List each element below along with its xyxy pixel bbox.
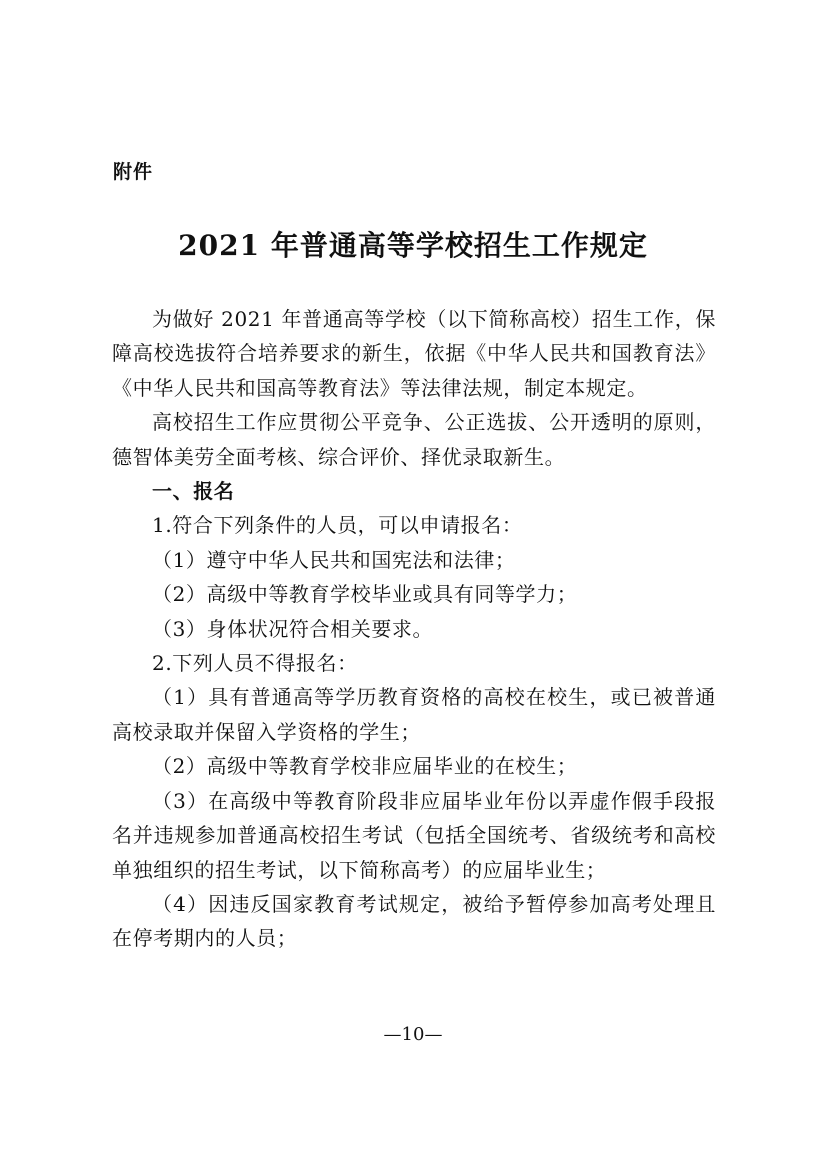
article-1-eligibility: 1.符合下列条件的人员，可以申请报名： xyxy=(152,513,523,538)
section-heading-registration: 一、报名 xyxy=(152,479,235,504)
article-1-clause-1: （1）遵守中华人民共和国宪法和法律； xyxy=(152,547,516,572)
article-2-ineligibility: 2.下列人员不得报名： xyxy=(152,651,358,676)
intro-paragraph-2: 高校招生工作应贯彻公平竞争、公正选拔、公开透明的原则，德智体美劳全面考核、综合评价、择优录取新生。 xyxy=(112,410,716,469)
page-number: —10— xyxy=(383,1024,443,1045)
article-1-clause-2: （2）高级中等教育学校毕业或具有同等学力； xyxy=(152,582,578,607)
article-2-clause-1: （1）具有普通高等学历教育资格的高校在校生，或已被普通高校录取并保留入学资格的学生； xyxy=(112,685,716,744)
document-title: 2021 年普通高等学校招生工作规定 xyxy=(178,229,648,262)
article-2-clause-3: （3）在高级中等教育阶段非应届毕业年份以弄虚作假手段报名并违规参加普通高校招生考试（包括全国统考、省级统考和高校单独组织的招生考试，以下简称高考）的应届毕业生； xyxy=(112,788,716,882)
article-1-clause-3: （3）身体状况符合相关要求。 xyxy=(152,616,434,641)
attachment-label: 附件 xyxy=(113,161,154,183)
article-2-clause-2: （2）高级中等教育学校非应届毕业的在校生； xyxy=(152,754,578,779)
intro-paragraph-1: 为做好 2021 年普通高等学校（以下简称高校）招生工作，保障高校选拔符合培养要求的新生，依据《中华人民共和国教育法》《中华人民共和国高等教育法》等法律法规，制定本规定。 xyxy=(112,307,716,400)
article-2-clause-4: （4）因违反国家教育考试规定，被给予暂停参加高考处理且在停考期内的人员； xyxy=(112,891,716,951)
document-body xyxy=(112,302,716,956)
